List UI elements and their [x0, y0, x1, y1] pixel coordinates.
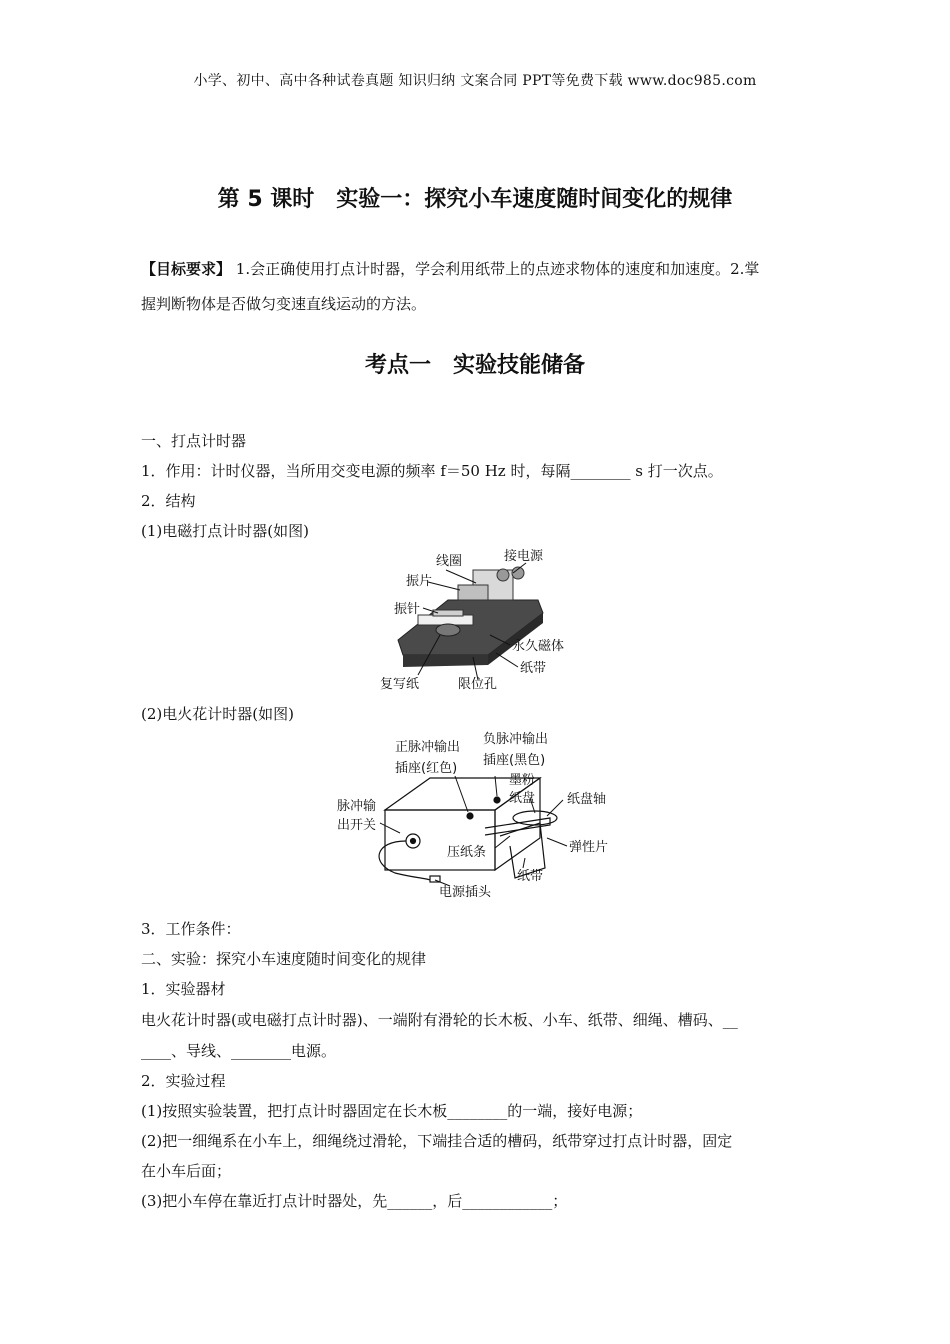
label-spring: 弹性片: [569, 840, 609, 855]
label-coil: 线圈: [436, 554, 463, 569]
label-magnet: 永久磁体: [512, 639, 565, 654]
label-power: 接电源: [504, 549, 544, 564]
label-hole: 限位孔: [458, 677, 498, 692]
page-header: 小学、初中、高中各种试卷真题 知识归纳 文案合同 PPT等免费下载 www.doc985.com: [193, 73, 757, 89]
text-function: 1．作用：计时仪器，当所用交变电源的频率 f＝50 Hz 时，每隔________ s 打一次点。: [141, 462, 723, 480]
label-vibrator: 振片: [406, 574, 433, 589]
goal-text-line2: 握判断物体是否做匀变速直线运动的方法。: [141, 295, 427, 313]
label-press: 压纸条: [447, 845, 487, 860]
page-title: 第 5 课时 实验一：探究小车速度随时间变化的规律: [217, 187, 733, 212]
label-ink-2: 纸盘: [509, 791, 536, 806]
text-step-3: (3)把小车停在靠近打点计时器处，先______，后____________；: [141, 1192, 568, 1210]
label-carbon: 复写纸: [380, 677, 420, 692]
label-axis: 纸盘轴: [567, 792, 607, 807]
goal-paragraph: [141, 258, 759, 314]
text-step-2a: (2)把一细绳系在小车上，细绳绕过滑轮，下端挂合适的槽码，纸带穿过打点计时器，固定: [141, 1132, 733, 1150]
text-structure: 2．结构: [141, 492, 196, 510]
label-negative-out-1: 负脉冲输出: [483, 732, 549, 747]
text-conditions: 3．工作条件：: [141, 920, 241, 938]
text-step-1: (1)按照实验装置，把打点计时器固定在长木板________的一端，接好电源；: [141, 1102, 643, 1120]
label-negative-out-2: 插座(黑色): [483, 753, 546, 768]
label-switch-2: 出开关: [337, 818, 377, 833]
text-equipment-list-1: 电火花计时器(或电磁打点计时器)、一端附有滑轮的长木板、小车、纸带、细绳、槽码、__: [141, 1011, 738, 1029]
text-equipment-heading: 1．实验器材: [141, 980, 226, 998]
em-timer-figure: [378, 545, 588, 693]
heading-timer: 一、打点计时器: [141, 432, 247, 450]
label-needle: 振针: [394, 602, 421, 617]
text-step-2b: 在小车后面；: [141, 1162, 232, 1180]
goal-label: 【目标要求】: [141, 260, 232, 278]
section-title: 考点一 实验技能储备: [364, 353, 585, 378]
text-process-heading: 2．实验过程: [141, 1072, 226, 1090]
goal-text-line1: 1.会正确使用打点计时器，学会利用纸带上的点迹求物体的速度和加速度。2.掌: [231, 260, 760, 278]
spark-timer-figure: [335, 728, 645, 900]
label-ink-1: 墨粉: [509, 773, 536, 788]
label-tape: 纸带: [520, 661, 547, 676]
label-tape-2: 纸带: [517, 869, 544, 884]
heading-experiment: 二、实验：探究小车速度随时间变化的规律: [141, 950, 427, 968]
label-positive-out-2: 插座(红色): [395, 761, 458, 776]
text-em-timer: (1)电磁打点计时器(如图): [141, 522, 309, 540]
text-spark-timer: (2)电火花计时器(如图): [141, 705, 294, 723]
text-equipment-list-2: ____、导线、________电源。: [141, 1042, 337, 1060]
label-plug: 电源插头: [439, 885, 492, 900]
label-positive-out-1: 正脉冲输出: [395, 740, 461, 755]
label-switch-1: 脉冲输: [337, 799, 377, 814]
